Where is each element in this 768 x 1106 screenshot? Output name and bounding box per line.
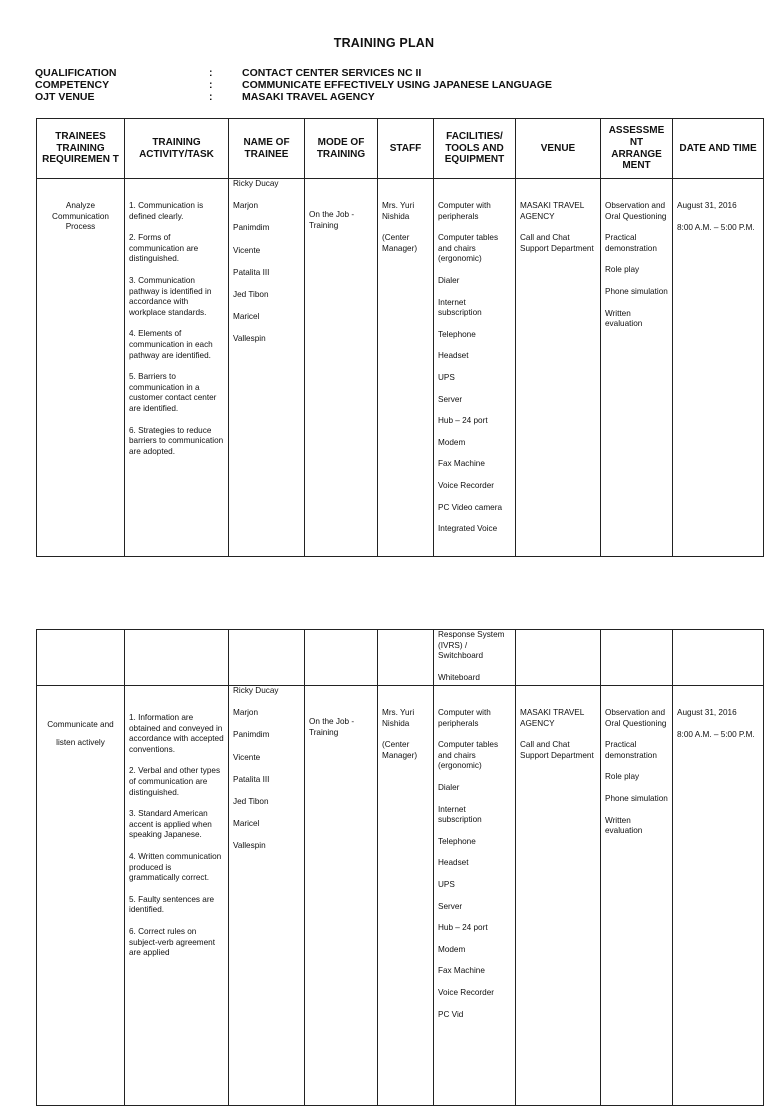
cell-facilities — [434, 686, 516, 1106]
trainee-name: Patalita III — [233, 267, 270, 277]
trainee-name: Marjon — [233, 201, 259, 211]
cell-empty — [378, 630, 434, 686]
cell-date — [673, 179, 764, 557]
task-item: 1. Information are obtained and conveyed in accordance with accepted conventions. — [129, 713, 224, 754]
continuation-row — [37, 630, 764, 686]
task-item: 4. Elements of communication in each pathway are identified. — [129, 329, 213, 360]
meta-label: QUALIFICATION — [35, 67, 117, 79]
facility-item: Server — [438, 901, 463, 911]
staff-role: (Center Manager) — [382, 740, 418, 760]
facility-item: UPS — [438, 372, 455, 382]
facility-item: PC Video camera — [438, 502, 503, 512]
date-day: August 31, 2016 — [677, 708, 737, 717]
trainee-name: Maricel — [233, 312, 260, 322]
facility-item: Integrated Voice — [438, 524, 498, 534]
date-time: 8:00 A.M. – 5:00 P.M. — [677, 729, 755, 739]
table-row — [37, 179, 764, 557]
facility-item: Headset — [438, 858, 469, 868]
meta-value: CONTACT CENTER SERVICES NC II — [242, 67, 422, 79]
meta-value: COMMUNICATE EFFECTIVELY USING JAPANESE LANGUAGE — [242, 79, 552, 91]
facility-item: Modem — [438, 437, 466, 447]
meta-colon: : — [209, 67, 213, 79]
cell-staff — [378, 686, 434, 1106]
cell-requirement: Analyze Communication Process — [37, 179, 125, 557]
task-item: 4. Written communication produced is grammatically correct. — [129, 851, 222, 883]
facility-item: Dialer — [438, 782, 460, 792]
meta-label: OJT VENUE — [35, 91, 95, 103]
facility-item: Whiteboard — [438, 672, 480, 682]
assessment-item: Observation and Oral Questioning — [605, 708, 667, 728]
task-item: 2. Forms of communication are distinguished. — [129, 233, 199, 264]
facility-item: Voice Recorder — [438, 987, 494, 997]
trainee-name: Marjon — [233, 708, 259, 718]
assessment-item: Practical demonstration — [605, 233, 657, 253]
cell-date — [673, 686, 764, 1106]
facility-item: Fax Machine — [438, 966, 485, 976]
cell-mode: On the Job - Training — [305, 179, 378, 557]
trainee-name: Jed Tibon — [233, 289, 269, 299]
facility-item: UPS — [438, 879, 455, 889]
assessment-item: Role play — [605, 772, 640, 782]
facility-item: PC Vid — [438, 1009, 464, 1019]
header-assessment: ASSESSME NT ARRANGE MENT — [601, 119, 673, 179]
facility-item: Hub – 24 port — [438, 416, 488, 426]
cell-empty — [673, 630, 764, 686]
cell-tasks — [125, 686, 229, 1106]
cell-venue — [516, 179, 601, 557]
facility-item: Hub – 24 port — [438, 923, 488, 933]
facility-item: Dialer — [438, 275, 460, 285]
header-mode: MODE OF TRAINING — [305, 119, 378, 179]
venue-dept: Call and Chat Support Department — [520, 233, 594, 253]
cell-requirement: Communicate and listen actively — [37, 686, 125, 1106]
facility-item: Computer tables and chairs (ergonomic) — [438, 740, 499, 771]
header-activity: TRAINING ACTIVITY/TASK — [125, 119, 229, 179]
cell-empty — [125, 630, 229, 686]
facility-item: Fax Machine — [438, 459, 485, 469]
cell-tasks — [125, 179, 229, 557]
facility-item: Modem — [438, 944, 466, 954]
task-item: 1. Communication is defined clearly. — [129, 201, 204, 221]
assessment-item: Practical demonstration — [605, 740, 657, 760]
staff-name: Mrs. Yuri Nishida — [382, 708, 415, 728]
trainee-name: Panimdim — [233, 223, 270, 233]
meta-colon: : — [209, 79, 213, 91]
cell-facilities — [434, 630, 516, 686]
header-venue: VENUE — [516, 119, 601, 179]
facility-item: Computer with peripherals — [438, 708, 491, 728]
facility-item: Voice Recorder — [438, 480, 494, 490]
cell-trainees — [229, 179, 305, 557]
training-table-page-2 — [36, 629, 764, 1106]
cell-empty — [601, 630, 673, 686]
facility-item: Computer with peripherals — [438, 201, 491, 221]
venue-name: MASAKI TRAVEL AGENCY — [520, 708, 585, 728]
header-facilities: FACILITIES/ TOOLS AND EQUIPMENT — [434, 119, 516, 179]
trainee-name: Vallespin — [233, 334, 266, 344]
task-item: 3. Standard American accent is applied when speaking Japanese. — [129, 809, 212, 840]
trainee-name: Vicente — [233, 245, 261, 255]
staff-role: (Center Manager) — [382, 233, 418, 253]
trainee-name: Patalita III — [233, 774, 270, 784]
staff-name: Mrs. Yuri Nishida — [382, 201, 415, 221]
trainee-name: Maricel — [233, 819, 260, 829]
cell-empty — [37, 630, 125, 686]
task-item: 5. Faulty sentences are identified. — [129, 894, 215, 915]
cell-mode: On the Job - Training — [305, 686, 378, 1106]
task-item: 3. Communication pathway is identified in accordance with workplace standards. — [129, 275, 212, 317]
date-day: August 31, 2016 — [677, 201, 737, 210]
cell-trainees — [229, 686, 305, 1106]
header-requirement: TRAINEES TRAINING REQUIREMEN T — [37, 119, 125, 179]
task-item: 6. Correct rules on subject-verb agreement are applied — [129, 926, 216, 958]
header-row — [37, 119, 764, 179]
facility-item: Headset — [438, 351, 469, 361]
assessment-item: Written evaluation — [605, 308, 643, 329]
assessment-item: Phone simulation — [605, 286, 668, 296]
cell-assessment — [601, 179, 673, 557]
facility-item: Internet subscription — [438, 804, 482, 825]
assessment-item: Role play — [605, 265, 640, 275]
trainee-name: Jed Tibon — [233, 796, 269, 806]
cell-venue — [516, 686, 601, 1106]
cell-empty — [516, 630, 601, 686]
meta-label: COMPETENCY — [35, 79, 110, 91]
assessment-item: Phone simulation — [605, 793, 668, 803]
training-table-page-1 — [36, 118, 764, 557]
assessment-item: Written evaluation — [605, 815, 643, 836]
cell-facilities — [434, 179, 516, 557]
facility-item: Internet subscription — [438, 297, 482, 318]
cell-assessment — [601, 686, 673, 1106]
trainee-name: Ricky Ducay — [233, 686, 279, 695]
header-staff: STAFF — [378, 119, 434, 179]
facility-item: Server — [438, 394, 463, 404]
venue-dept: Call and Chat Support Department — [520, 740, 594, 760]
facility-item: Computer tables and chairs (ergonomic) — [438, 233, 499, 264]
meta-colon: : — [209, 91, 213, 103]
facility-item: Response System (IVRS) / Switchboard — [438, 630, 505, 661]
assessment-item: Observation and Oral Questioning — [605, 201, 667, 221]
date-time: 8:00 A.M. – 5:00 P.M. — [677, 222, 755, 232]
cell-empty — [305, 630, 378, 686]
cell-staff — [378, 179, 434, 557]
trainee-name: Vicente — [233, 752, 261, 762]
document-title: TRAINING PLAN — [333, 36, 435, 50]
task-item: 2. Verbal and other types of communication are distinguished. — [129, 766, 221, 797]
task-item: 5. Barriers to communication in a customer contact center are identified. — [129, 372, 217, 413]
task-item: 6. Strategies to reduce barriers to communication are adopted. — [129, 425, 224, 456]
trainee-name: Ricky Ducay — [233, 179, 279, 188]
trainee-name: Panimdim — [233, 730, 270, 740]
meta-value: MASAKI TRAVEL AGENCY — [242, 91, 375, 103]
header-date: DATE AND TIME — [673, 119, 764, 179]
table-row — [37, 686, 764, 1106]
facility-item: Telephone — [438, 329, 476, 339]
trainee-name: Vallespin — [233, 841, 266, 851]
header-trainee: NAME OF TRAINEE — [229, 119, 305, 179]
facility-item: Telephone — [438, 836, 476, 846]
cell-empty — [229, 630, 305, 686]
venue-name: MASAKI TRAVEL AGENCY — [520, 201, 585, 221]
